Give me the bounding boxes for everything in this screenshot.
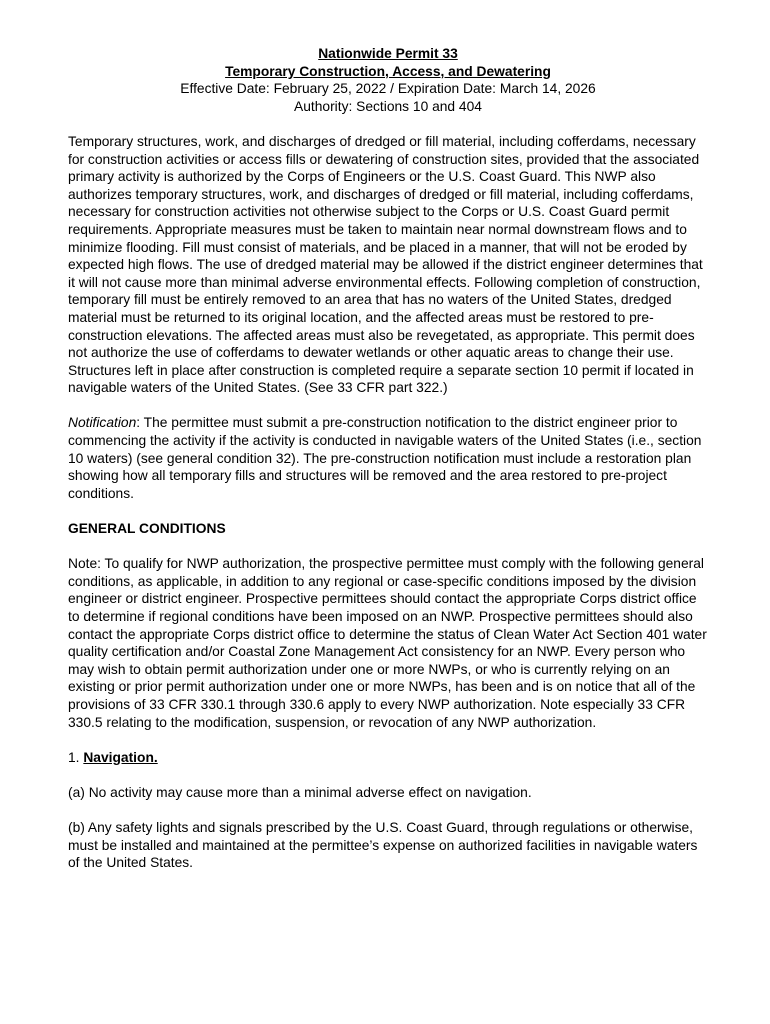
document-header [68,45,708,115]
general-conditions-heading: GENERAL CONDITIONS [68,521,226,537]
section-1-a: (a) No activity may cause more than a minimal adverse effect on navigation. [68,784,532,800]
notification-text: : The permittee must submit a pre-construction notification to the district engineer prior to commencing the activity if the activity is conducted in navigable waters of the United States (i.e., section 10 waters) (see general condition 32). The pre-construction notification must include a restoration plan showing how all temporary fills and structures will be removed and the area restored to pre-project conditions. [68,415,702,501]
notification-paragraph [68,414,708,502]
authority-line: Authority: Sections 10 and 404 [294,98,482,114]
note-paragraph: Note: To qualify for NWP authorization, the prospective permittee must comply with the following general conditions, as applicable, in addition to any regional or case-specific conditions imposed by the division engineer or district engineer. Prospective permittees should contact the appropriate Corps district office to determine if regional conditions have been imposed on an NWP. Prospective permittees should also contact the appropriate Corps district office to determine the status of Clean Water Act Section 401 water quality certification and/or Coastal Zone Management Act consistency for an NWP. Every person who may wish to obtain permit authorization under one or more NWPs, or who is currently relying on an existing or prior permit authorization under one or more NWPs, has been and is on notice that all of the provisions of 33 CFR 330.1 through 330.6 apply to every NWP authorization. Note especially 33 CFR 330.5 relating to the modification, suspension, or revocation of any NWP authorization. [68,556,707,730]
document-title: Nationwide Permit 33 [318,46,458,61]
section-1-heading [68,749,708,767]
section-1-title: Navigation. [83,749,158,765]
section-1-number: 1. [68,749,84,765]
notification-label: Notification [68,415,137,431]
intro-paragraph: Temporary structures, work, and discharges of dredged or fill material, including cofferdams, necessary for construction activities or access fills or dewatering of construction sites, provided that the associated primary activity is authorized by the Corps of Engineers or the U.S. Coast Guard. This NWP also authorizes temporary structures, work, and discharges of dredged or fill material, including cofferdams, necessary for construction activities not otherwise subject to the Corps or U.S. Coast Guard permit requirements. Appropriate measures must be taken to maintain near normal downstream flows and to minimize flooding. Fill must consist of materials, and be placed in a manner, that will not be eroded by expected high flows. The use of dredged material may be allowed if the district engineer determines that it will not cause more than minimal adverse environmental effects. Following completion of construction, temporary fill must be entirely removed to an area that has no waters of the United States, dredged material must be returned to its original location, and the affected areas must be restored to pre-construction elevations. The affected areas must also be revegetated, as appropriate. This permit does not authorize the use of cofferdams to dewater wetlands or other aquatic areas to change their use. Structures left in place after construction is completed require a separate section 10 permit if located in navigable waters of the United States. (See 33 CFR part 322.) [68,133,703,396]
document-subtitle: Temporary Construction, Access, and Dewatering [225,63,551,79]
section-1-b: (b) Any safety lights and signals prescribed by the U.S. Coast Guard, through regulations or otherwise, must be installed and maintained at the permittee’s expense on authorized facilities in navigable waters of the United States. [68,820,698,871]
document-page [68,45,708,890]
effective-dates: Effective Date: February 25, 2022 / Expiration Date: March 14, 2026 [180,81,596,97]
